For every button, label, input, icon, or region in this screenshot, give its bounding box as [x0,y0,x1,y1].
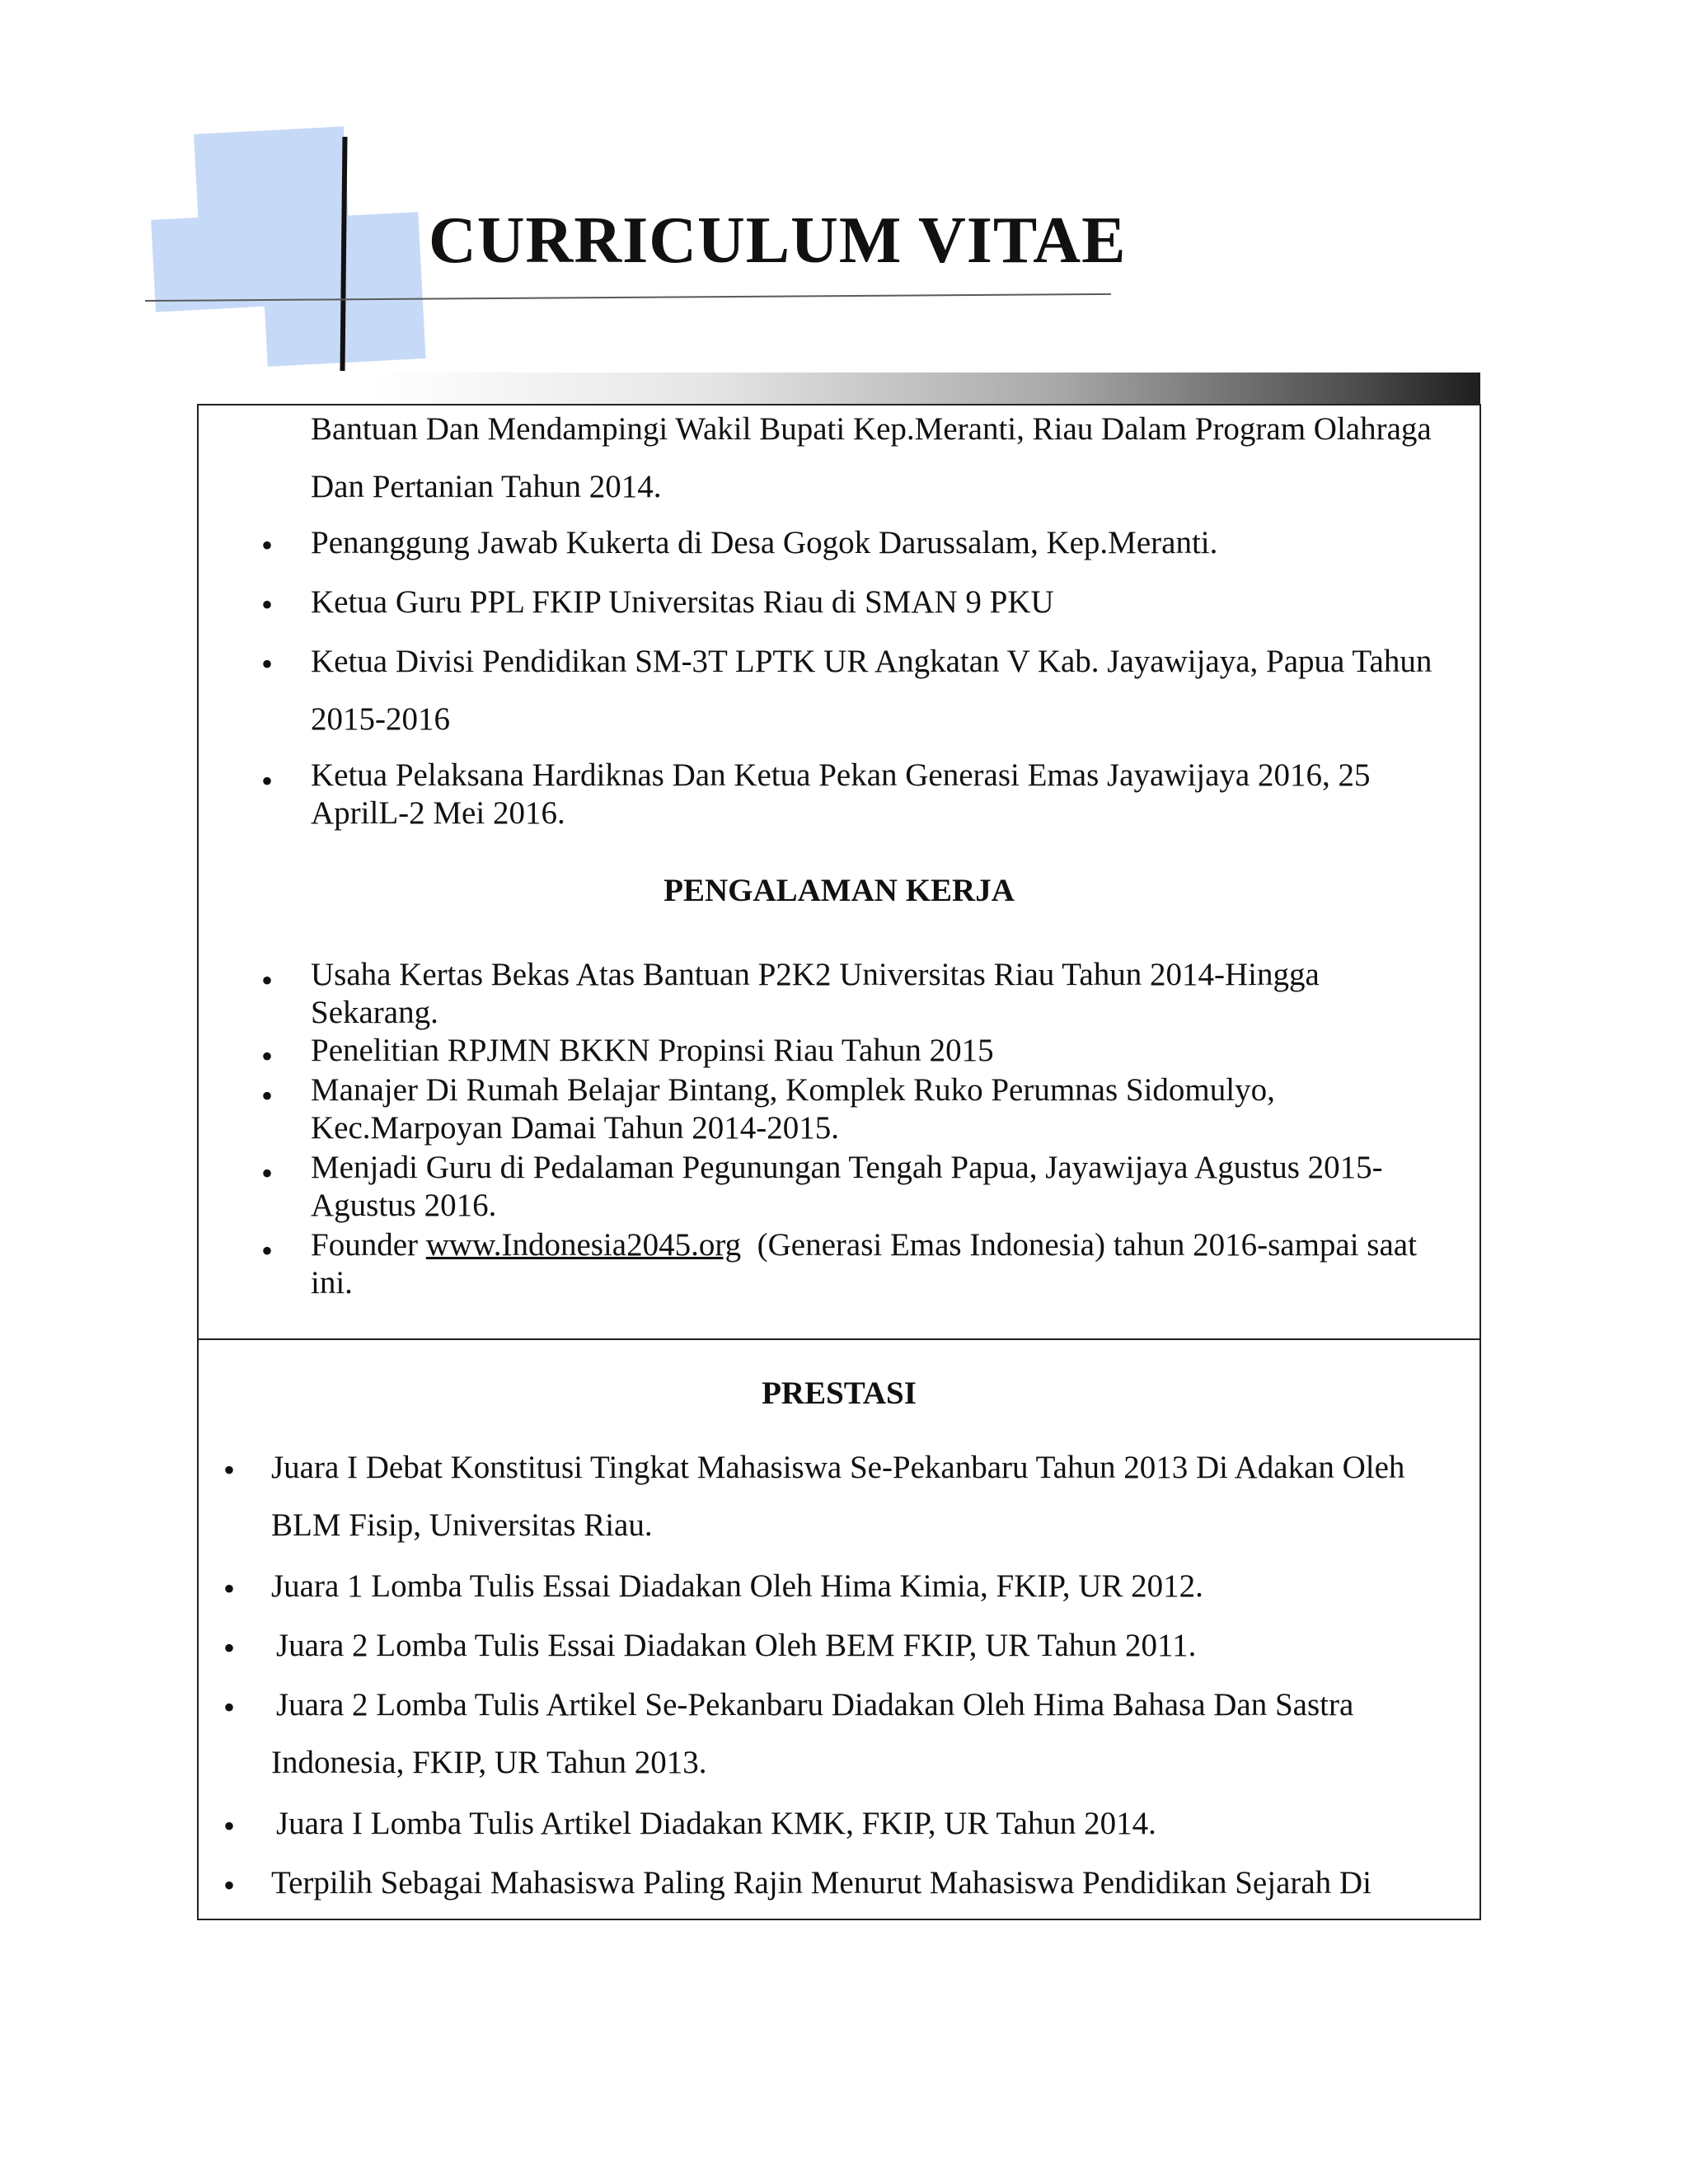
list-item [271,1439,1451,1554]
bullet-icon: • [223,1451,236,1488]
bullet-icon: • [223,1807,236,1844]
list-item-text: Manajer Di Rumah Belajar Bintang, Komplek Ruko Perumnas Sidomulyo, [311,1072,1275,1108]
list-item-text: Ketua Guru PPL FKIP Universitas Riau di SMAN 9 PKU [311,584,1054,620]
list-item-text: Kec.Marpoyan Damai Tahun 2014-2015. [311,1110,839,1146]
list-item-text: Sekarang. [311,995,438,1030]
list-item [311,1149,1383,1225]
list-item [311,514,1217,572]
list-item [276,1795,1156,1853]
bullet-icon: • [261,1077,274,1114]
list-item-text: AprilL-2 Mei 2016. [311,795,565,831]
list-item [311,574,1054,631]
list-item [276,1617,1196,1675]
list-item-text: Juara 1 Lomba Tulis Essai Diadakan Oleh Hima Kimia, FKIP, UR 2012. [271,1568,1203,1604]
list-item [271,1854,1451,1912]
list-item-text: Terpilih Sebagai Mahasiswa Paling Rajin Menurut Mahasiswa Pendidikan Sejarah Di [271,1865,1372,1900]
page-title: CURRICULUM VITAE [429,204,1127,277]
list-item-text: Juara 2 Lomba Tulis Artikel Se-Pekanbaru Diadakan Oleh Hima Bahasa Dan Sastra [276,1687,1354,1722]
bullet-icon: • [261,1232,274,1269]
bullet-icon: • [261,1038,274,1075]
list-item-text: Agustus 2016. [311,1188,497,1223]
list-item [311,1071,1275,1147]
list-item-text: ini. [311,1265,353,1301]
list-item-text: Penanggung Jawab Kukerta di Desa Gogok Darussalam, Kep.Meranti. [311,525,1218,560]
list-item-text: Usaha Kertas Bekas Atas Bantuan P2K2 Universitas Riau Tahun 2014-Hingga [311,957,1320,992]
list-item-text: Ketua Divisi Pendidikan SM-3T LPTK UR Angkatan V Kab. Jayawijaya, Papua Tahun [311,644,1432,679]
list-item-text: Ketua Pelaksana Hardiknas Dan Ketua Pekan Generasi Emas Jayawijaya 2016, 25 [311,757,1371,793]
bullet-icon: • [261,762,274,799]
list-item [311,1032,994,1070]
list-item-founder [311,1226,1417,1302]
list-item-text: Bantuan Dan Mendampingi Wakil Bupati Kep.Meranti, Riau Dalam Program Olahraga [311,411,1432,447]
list-item-text: Menjadi Guru di Pedalaman Pegunungan Tengah Papua, Jayawijaya Agustus 2015- [311,1150,1383,1185]
section-heading-pengalaman: PENGALAMAN KERJA [663,873,1015,908]
list-item-text: Juara I Debat Konstitusi Tingkat Mahasiswa Se-Pekanbaru Tahun 2013 Di Adakan Oleh [271,1450,1405,1485]
website-link[interactable]: www.Indonesia2045.org [425,1227,742,1263]
list-item-text: Penelitian RPJMN BKKN Propinsi Riau Tahun 2015 [311,1033,994,1068]
list-item-text: BLM Fisip, Universitas Riau. [271,1507,653,1543]
list-item-text: Dan Pertanian Tahun 2014. [311,469,662,504]
list-item [311,633,1432,748]
bullet-icon: • [223,1570,236,1607]
bullet-icon: • [261,586,274,623]
list-item-text: 2015-2016 [311,701,450,737]
bullet-icon: • [261,645,274,682]
list-item-text: Juara I Lomba Tulis Artikel Diadakan KMK, FKIP, UR Tahun 2014. [276,1806,1156,1841]
list-item-text: Founder [311,1227,426,1263]
list-item [311,757,1371,832]
bullet-icon: • [223,1867,236,1904]
list-item-text: Indonesia, FKIP, UR Tahun 2013. [271,1745,707,1780]
bullet-icon: • [223,1629,236,1666]
list-item-text: Juara 2 Lomba Tulis Essai Diadakan Oleh BEM FKIP, UR Tahun 2011. [276,1628,1197,1663]
list-item [271,1558,1203,1615]
bullet-icon: • [261,527,274,564]
list-item-text: (Generasi Emas Indonesia) tahun 2016-sampai saat [741,1227,1417,1263]
bullet-icon: • [261,962,274,999]
organisasi-pengalaman-box [197,404,1481,1340]
list-item-continued [311,401,1432,516]
prestasi-box [197,1338,1481,1920]
bullet-icon: • [261,1155,274,1192]
list-item [271,1676,1451,1792]
list-item [311,956,1320,1032]
bullet-icon: • [223,1689,236,1726]
section-heading-prestasi: PRESTASI [762,1376,917,1411]
